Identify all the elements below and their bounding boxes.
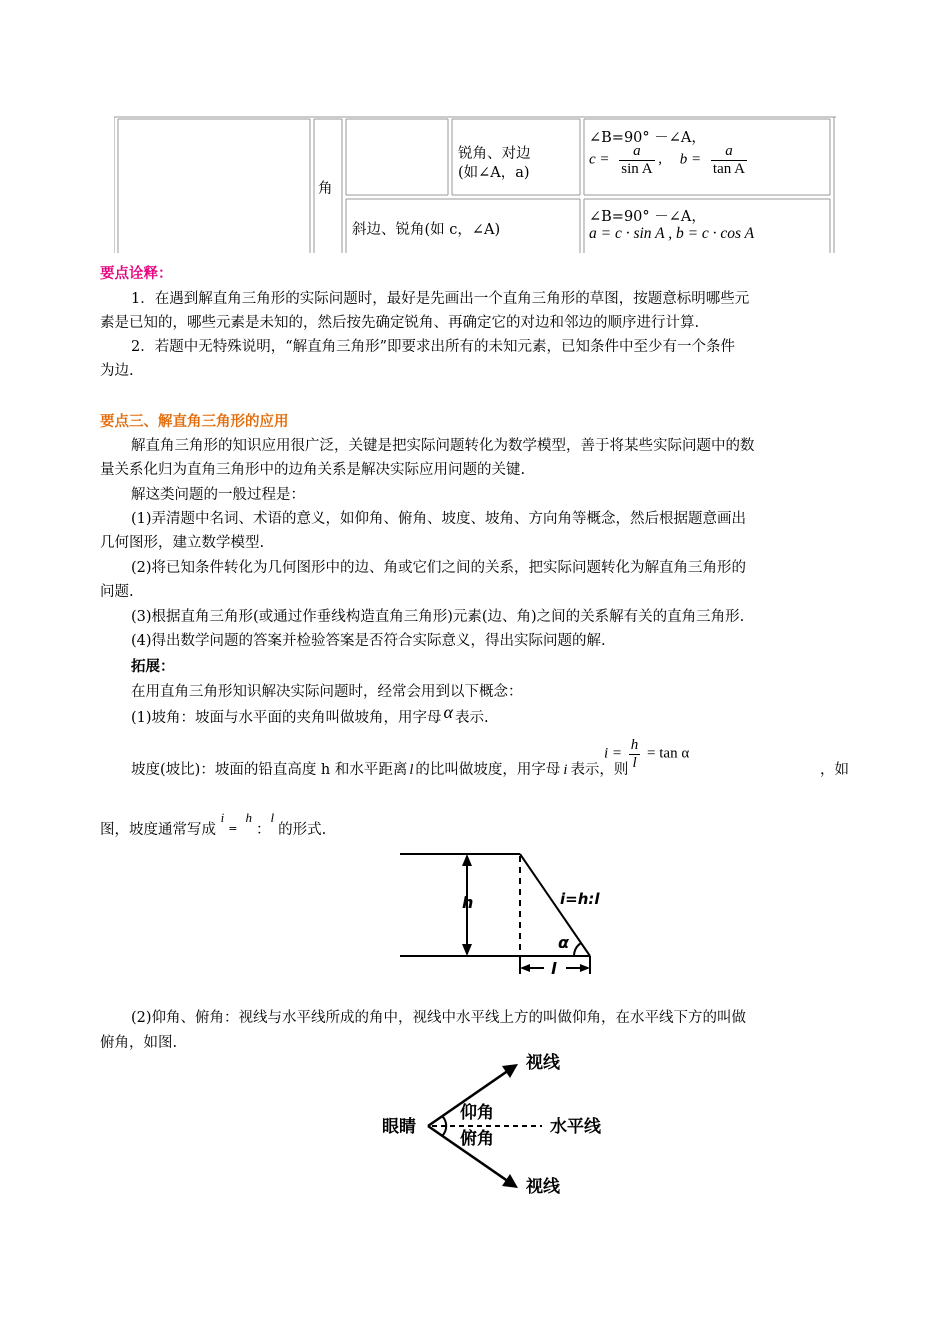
fraction-h-over-l: [629, 737, 641, 771]
intro-line-a: 解直角三角形的知识应用很广泛，关键是把实际问题转化为数学模型，善于将某些实际问题中的数: [131, 438, 755, 454]
slope-text-a: 坡度(坡比)：坡面的铅直高度 h 和水平距离: [131, 762, 408, 778]
ratio-h: h: [245, 810, 252, 825]
slope-ratio-line: [100, 810, 327, 839]
label-sight-down: 视线: [526, 1177, 560, 1197]
step-2b: 问题.: [100, 584, 134, 600]
formula-sep: ,: [658, 151, 663, 168]
table-cell-condition-1b: (如∠A，a): [458, 165, 530, 181]
formula-table: [114, 115, 836, 253]
fraction-c-num: a: [619, 143, 654, 161]
label-elevation: 仰角: [460, 1103, 494, 1123]
formula-c-lhs: c =: [589, 151, 610, 168]
fraction-b: [711, 143, 747, 177]
alpha-symbol: α: [443, 702, 453, 722]
ratio-l: l: [270, 810, 275, 825]
table-formula-2b: a = c · sin A , b = c · cos A: [589, 225, 755, 242]
step-1a: (1)弄清题中名词、术语的意义，如仰角、俯角、坡度、坡角、方向角等概念，然后根据题意画出: [131, 511, 747, 527]
ratio-colon: ：: [255, 822, 271, 838]
slope-figure: [400, 848, 610, 980]
step-4: (4)得出数学问题的答案并检验答案是否符合实际意义，得出实际问题的解.: [131, 633, 606, 649]
extension-heading: 拓展：: [131, 659, 175, 675]
slope-text-c: 表示，则: [570, 762, 629, 778]
slope-formula: [604, 737, 689, 771]
notes-paragraph-2b: 为边.: [100, 363, 134, 379]
formula-i: i =: [604, 745, 623, 762]
process-intro: 解这类问题的一般过程是：: [131, 487, 305, 503]
label-horizontal: 水平线: [550, 1117, 601, 1137]
fraction-h: h: [630, 737, 639, 753]
label-eye: 眼睛: [382, 1117, 416, 1137]
slope-angle-text-a: (1)坡角：坡面与水平面的夹角叫做坡角，用字母: [131, 710, 442, 726]
fraction-c-den: sin A: [621, 160, 653, 177]
table-formula-1a: ∠B=90° －∠A，: [589, 130, 706, 146]
intro-line-b: 量关系化归为直角三角形中的边角关系是解决实际应用问题的关键.: [100, 462, 526, 478]
fraction-l: l: [632, 754, 637, 771]
step-2a: (2)将已知条件转化为几何图形中的边、角或它们之间的关系，把实际问题转化为解直角三角形的: [131, 560, 747, 576]
l-symbol: l: [409, 762, 414, 778]
slope-def: [131, 758, 628, 779]
slope-text-b: 的比叫做坡度，用字母: [415, 762, 561, 778]
slope-text-f: 的形式.: [278, 822, 327, 838]
label-alpha: α: [558, 933, 569, 952]
table-formula-2a: ∠B=90° －∠A，: [589, 209, 706, 225]
fraction-b-num: a: [711, 143, 747, 161]
step-1b: 几何图形，建立数学模型.: [100, 535, 265, 551]
i-symbol: i: [563, 762, 568, 778]
label-sight-up: 视线: [526, 1053, 560, 1073]
formula-tan: = tan α: [647, 745, 690, 762]
ratio-eq: =: [228, 822, 238, 835]
sight-figure: [380, 1044, 630, 1200]
slope-text-e: 图，坡度通常写成: [100, 822, 216, 838]
elevation-def-a: (2)仰角、俯角：视线与水平线所成的角中，视线中水平线上方的叫做仰角，在水平线下方的叫做: [131, 1010, 747, 1026]
formula-b-lhs: b =: [679, 151, 702, 168]
table-cell-condition-2: 斜边、锐角(如 c，∠A): [352, 222, 501, 238]
notes-paragraph-1b: 素是已知的，哪些元素是未知的，然后按先确定锐角、再确定它的对边和邻边的顺序进行计算.: [100, 315, 700, 331]
fraction-b-den: tan A: [712, 160, 746, 177]
label-depression: 俯角: [460, 1129, 494, 1149]
notes-paragraph-2a: 2．若题中无特殊说明，“解直角三角形”即要求出所有的未知元素，已知条件中至少有一个条件: [131, 339, 736, 355]
notes-heading: 要点诠释：: [100, 266, 173, 282]
section-heading: 要点三、解直角三角形的应用: [100, 414, 289, 430]
table-cell-condition-1: 锐角、对边: [458, 146, 531, 162]
fraction-c: [619, 143, 654, 177]
label-h: h: [462, 893, 474, 912]
step-3: (3)根据直角三角形(或通过作垂线构造直角三角形)元素(边、角)之间的关系解有关的直角三角形.: [131, 609, 745, 625]
slope-text-d: ，如: [820, 762, 849, 778]
label-l: l: [551, 959, 557, 978]
label-ratio: i=h:l: [560, 890, 600, 908]
table-formula-1b: [589, 143, 747, 177]
slope-angle-def: [131, 702, 489, 727]
elevation-def-b: 俯角，如图.: [100, 1035, 178, 1051]
extension-intro: 在用直角三角形知识解决实际问题时，经常会用到以下概念：: [131, 684, 523, 700]
ratio-i: i: [220, 810, 225, 825]
slope-angle-text-b: 表示.: [455, 710, 489, 726]
notes-paragraph-1a: 1．在遇到解直角三角形的实际问题时，最好是先画出一个直角三角形的草图，按题意标明哪些元: [131, 291, 750, 307]
table-cell-angle: 角: [318, 181, 333, 197]
